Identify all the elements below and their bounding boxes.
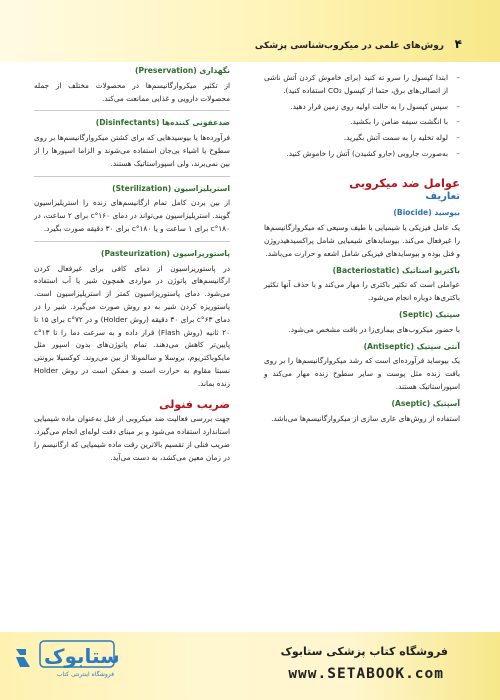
term-body-septic: با حضور میکروب‌های بیماری‌زا در بافت مشخص می‌شود. (288, 324, 460, 334)
list-item: – به‌صورت جاروبی (جارو کشیدن) آتش را خاموش کنید. (264, 148, 460, 161)
section-body-phenol-coefficient: جهت بررسی فعالیت ضد میکروبی از فنل به‌عنوان ماده شیمیایی استاندارد استفاده می‌شود و بر مبنای دقت لوله‌ای انجام می‌گیرد. ضریب فنلی از تقسیم بالاترین رقت ماده شیمیایی که ارگانیسم را در زمان معین می‌کشد، به دست می‌آید. (34, 414, 230, 462)
footer-website-link[interactable]: www.SETABOOK.com (288, 666, 444, 682)
term-body-disinfectants: فرآورده‌ها یا بیوسیدهایی که برای کشتن میکروارگانیسم‌ها بر روی سطوح یا اشیاء بی‌جان استفاده می‌شوند و الزاما اسپورها را از بین نمی‌برند، ولی اسپوراستاتیک هستند. (34, 133, 230, 168)
svg-text:فروشگاه اینترنتی کتاب: فروشگاه اینترنتی کتاب (56, 671, 114, 678)
term-body-antiseptic: یک بیوساید فرآورده‌ای است که رشد میکروارگانیسم‌ها را بر روی بافت زنده مثل پوست و سایر سطوح زنده مهار می‌کند و اسپوراستاتیک هستند. (264, 356, 460, 391)
svg-text:ستابوک: ستابوک (44, 644, 118, 668)
term-body-pasteurization: در پاستوریزاسیون از دمای کافی برای غیرفعال کردن ارگانیسم‌های پاتوژن در مواردی همچون شیر یا آب استفاده می‌شود. دمای پاستوریزاسیون کمتر از استریلیزاسیون است. پاستوریزه کردن شیر به دو روش صورت می‌گیرد. شیر را در دمای ۶۳°c برای ۳۰ دقیقه (روش Holder) و در ۷۲°c برای ۱۵ تا ۲۰ ثانیه (روش Flash) قرار داده و به سرعت دما را تا ۱۳°c پایین‌تر کاهش می‌دهند. تمام پاتوژن‌های بدون اسپور مثل مایکوباکتریوم، بروسلا و سالمونلا از بین می‌روند. کوکسیلا برونتی نسبتا مقاوم به حرارت است و ممکن است در روش Holder زنده بماند. (34, 263, 230, 388)
setabook-logo (10, 635, 118, 679)
page-number: ۴ (454, 37, 462, 51)
footer-store-name: فروشگاه کتاب پزشکی ستابوک (280, 645, 448, 658)
divider (34, 110, 230, 111)
term-title-aseptic: آسپتیک (Aseptic) (391, 398, 460, 408)
term-title-pasteurization: پاستوریزاسیون (Pasteurization) (101, 248, 230, 258)
term-title-antiseptic: آنتی سپتیک (Antiseptic) (363, 341, 460, 351)
subsection-title-definitions: تعاریف (425, 190, 460, 202)
running-title: روش‌های علمی در میکروب‌شناسی پزشکی (254, 41, 444, 51)
divider (34, 176, 230, 177)
setabook-logo-icon (10, 635, 118, 679)
term-title-disinfectants: ضدعفونی کننده‌ها (Disinfectants) (95, 118, 230, 128)
section-title-phenol-coefficient: ضریب فنولی (159, 397, 230, 411)
term-body-sterilization: از بین بردن کامل تمام ارگانیسم‌های زنده را استریلیزاسیون گویند. استریلیزاسیون می‌تواند در دمای ۱۶۰°c برای ۲ ساعت، در ۱۸۰°c برای ۱ ساعت و یا ۱۸۰°c برای ۳۰ دقیقه صورت بگیرد. (34, 198, 231, 233)
term-title-biocide: بیوسید (Biocide) (393, 208, 460, 218)
term-body-aseptic: استفاده از روش‌های عاری سازی از میکروارگانیسم‌ها می‌باشد. (271, 413, 460, 423)
term-title-preservation: نگهداری (Preservation) (134, 66, 230, 75)
term-body-preservation: از تکثیر میکروارگانیسم‌ها در محصولات مختلف از جمله محصولات دارویی و غذایی ممانعت می‌کند. (34, 80, 230, 103)
list-item: – ابتدا کپسول را سرو ته کنید (برای خاموش کردن آتش ناشی از اتصالی‌های برق، حتما از کپسول CO₂ استفاده کنید). (264, 72, 460, 98)
section-title-antimicrobial: عوامل ضد میکروبی (349, 175, 460, 190)
fire-extinguisher-steps (264, 72, 460, 161)
page-footer (0, 632, 500, 700)
list-item: – با انگشت سیفه ضامن را بکشید. (264, 116, 460, 129)
list-item: – لوله تخلیه را به سمت آتش بگیرید. (264, 132, 460, 145)
term-body-biocide: یک عامل فیزیکی یا شیمیایی با طیف وسیعی که میکروارگانیسم‌ها را غیرفعال می‌کند. بیوسایدهای شیمیایی شامل پراکسیدهیدروژن و فنل بوده و بیوسایدهای فیزیکی شامل اشعه و حرارت می‌باشد. (264, 223, 460, 258)
right-column (264, 72, 460, 429)
divider (34, 241, 230, 242)
term-title-septic: سپتیک (Septic) (399, 309, 460, 319)
term-title-sterilization: استریلیزاسیون (Sterilization) (112, 183, 230, 193)
term-body-bacteriostatic: عواملی است که تکثیر باکتری را مهار می‌کند و با حذف آنها تکثیر باکتری‌ها دوباره انجام می‌شود. (264, 280, 460, 303)
list-item: – سپس کپسول را به حالت اولیه روی زمین قرار دهید. (264, 101, 460, 114)
left-column (34, 65, 230, 469)
term-title-bacteriostatic: باکتریو استاتیک (Bacteriostatic) (332, 265, 460, 275)
page-header (0, 0, 500, 62)
